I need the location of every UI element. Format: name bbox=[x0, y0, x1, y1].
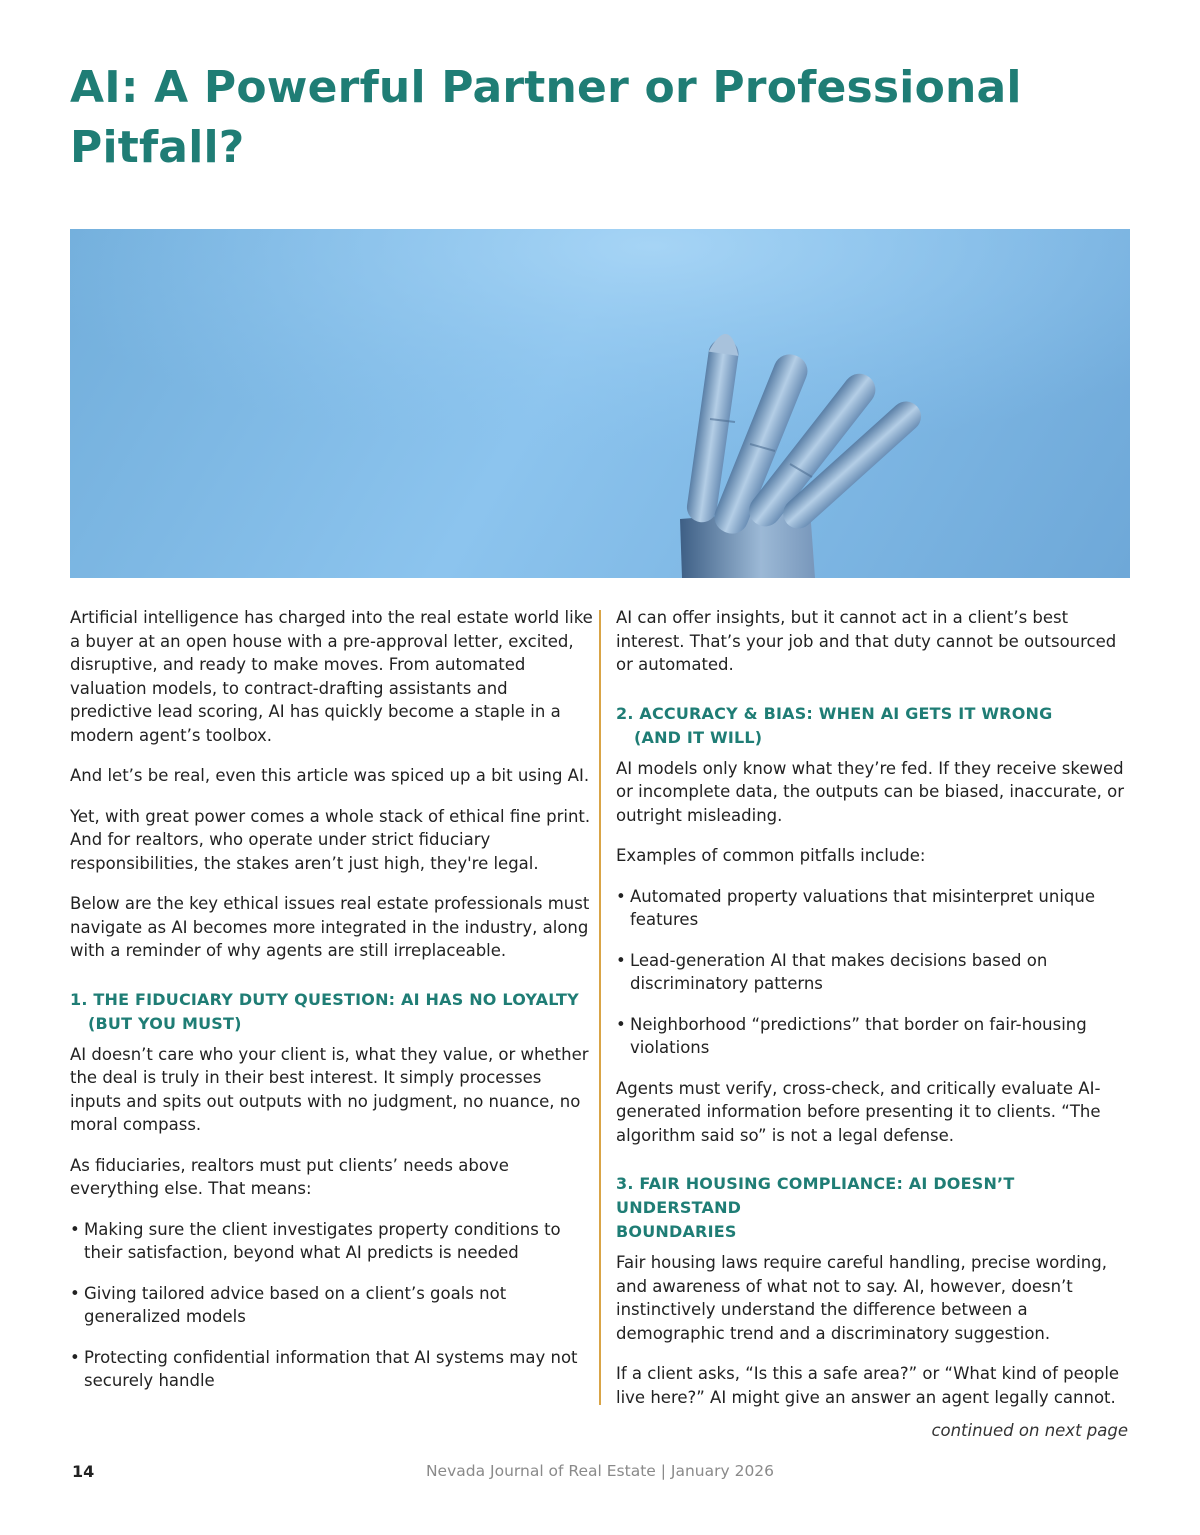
publication-footer: Nevada Journal of Real Estate | January 2026 bbox=[425, 1462, 775, 1480]
heading-line: (BUT YOU MUST) bbox=[88, 1013, 242, 1033]
list-item: • Lead-generation AI that makes decisions based on discriminatory patterns bbox=[616, 949, 1130, 996]
heading-line: BOUNDARIES bbox=[616, 1222, 737, 1241]
column-divider bbox=[599, 610, 601, 1405]
right-column bbox=[616, 606, 1130, 1426]
body-paragraph: AI can offer insights, but it cannot act in a client’s best interest. That’s your job and that duty cannot be outsourced or automated. bbox=[616, 608, 1117, 674]
article-title: AI: A Powerful Partner or Professional Pitfall? bbox=[70, 62, 1022, 173]
section-heading-fiduciary bbox=[70, 988, 594, 1036]
list-item: • Protecting confidential information that AI systems may not securely handle bbox=[70, 1346, 594, 1393]
heading-line: 3. FAIR HOUSING COMPLIANCE: AI DOESN’T UNDERSTAND bbox=[616, 1174, 1015, 1217]
bullet-list bbox=[70, 1218, 594, 1393]
heading-line: 1. THE FIDUCIARY DUTY QUESTION: AI HAS NO LOYALTY bbox=[70, 989, 579, 1009]
body-paragraph: If a client asks, “Is this a safe area?” or “What kind of people live here?” AI might give an answer an agent legally cannot. bbox=[616, 1364, 1120, 1407]
body-paragraph: AI models only know what they’re fed. If they receive skewed or incomplete data, the outputs can be biased, inaccurate, or outright misleading. bbox=[616, 758, 1124, 825]
heading-line: 2. ACCURACY & BIAS: WHEN AI GETS IT WRONG bbox=[616, 703, 1053, 723]
left-column bbox=[70, 606, 594, 1410]
intro-paragraph: And let’s be real, even this article was spiced up a bit using AI. bbox=[70, 766, 590, 785]
body-paragraph: Agents must verify, cross-check, and critically evaluate AI-generated information before presenting it to clients. “The algorithm said so” is not a legal defense. bbox=[616, 1078, 1101, 1145]
page-number: 14 bbox=[72, 1462, 95, 1481]
section-heading-accuracy bbox=[616, 702, 1130, 750]
intro-paragraph: Below are the key ethical issues real estate professionals must navigate as AI becomes more integrated in the industry, along with a reminder of why agents are still irreplaceable. bbox=[70, 894, 590, 960]
intro-paragraph: Artificial intelligence has charged into the real estate world like a buyer at an open house with a pre-approval letter, excited, disruptive, and ready to make moves. From automated valuation models, to contract-drafting assistants and predictive lead scoring, AI has quickly become a staple in a modern agent’s toolbox. bbox=[70, 608, 593, 745]
continued-note: continued on next page bbox=[931, 1421, 1128, 1440]
body-paragraph: Examples of common pitfalls include: bbox=[616, 846, 926, 865]
list-item: • Automated property valuations that misinterpret unique features bbox=[616, 885, 1130, 932]
section-heading-fair-housing bbox=[616, 1172, 1130, 1244]
heading-line: (AND IT WILL) bbox=[634, 727, 763, 747]
intro-paragraph: Yet, with great power comes a whole stack of ethical fine print. And for realtors, who operate under strict fiduciary responsibilities, the stakes aren’t just high, they're legal. bbox=[70, 806, 591, 873]
list-item: • Neighborhood “predictions” that border on fair-housing violations bbox=[616, 1013, 1130, 1060]
robot-hand-photo bbox=[70, 229, 1130, 578]
list-item: • Making sure the client investigates property conditions to their satisfaction, beyond what AI predicts is needed bbox=[70, 1218, 594, 1265]
list-item: • Giving tailored advice based on a client’s goals not generalized models bbox=[70, 1282, 594, 1329]
body-paragraph: AI doesn’t care who your client is, what they value, or whether the deal is truly in their best interest. It simply processes inputs and spits out outputs with no judgment, no nuance, no moral compass. bbox=[70, 1044, 589, 1134]
bullet-list bbox=[616, 885, 1130, 1060]
body-paragraph: As fiduciaries, realtors must put clients’ needs above everything else. That means: bbox=[70, 1155, 509, 1198]
body-paragraph: Fair housing laws require careful handling, precise wording, and awareness of what not to say. AI, however, doesn’t instinctively understand the difference between a demographic trend and a discriminatory suggestion. bbox=[616, 1253, 1107, 1343]
